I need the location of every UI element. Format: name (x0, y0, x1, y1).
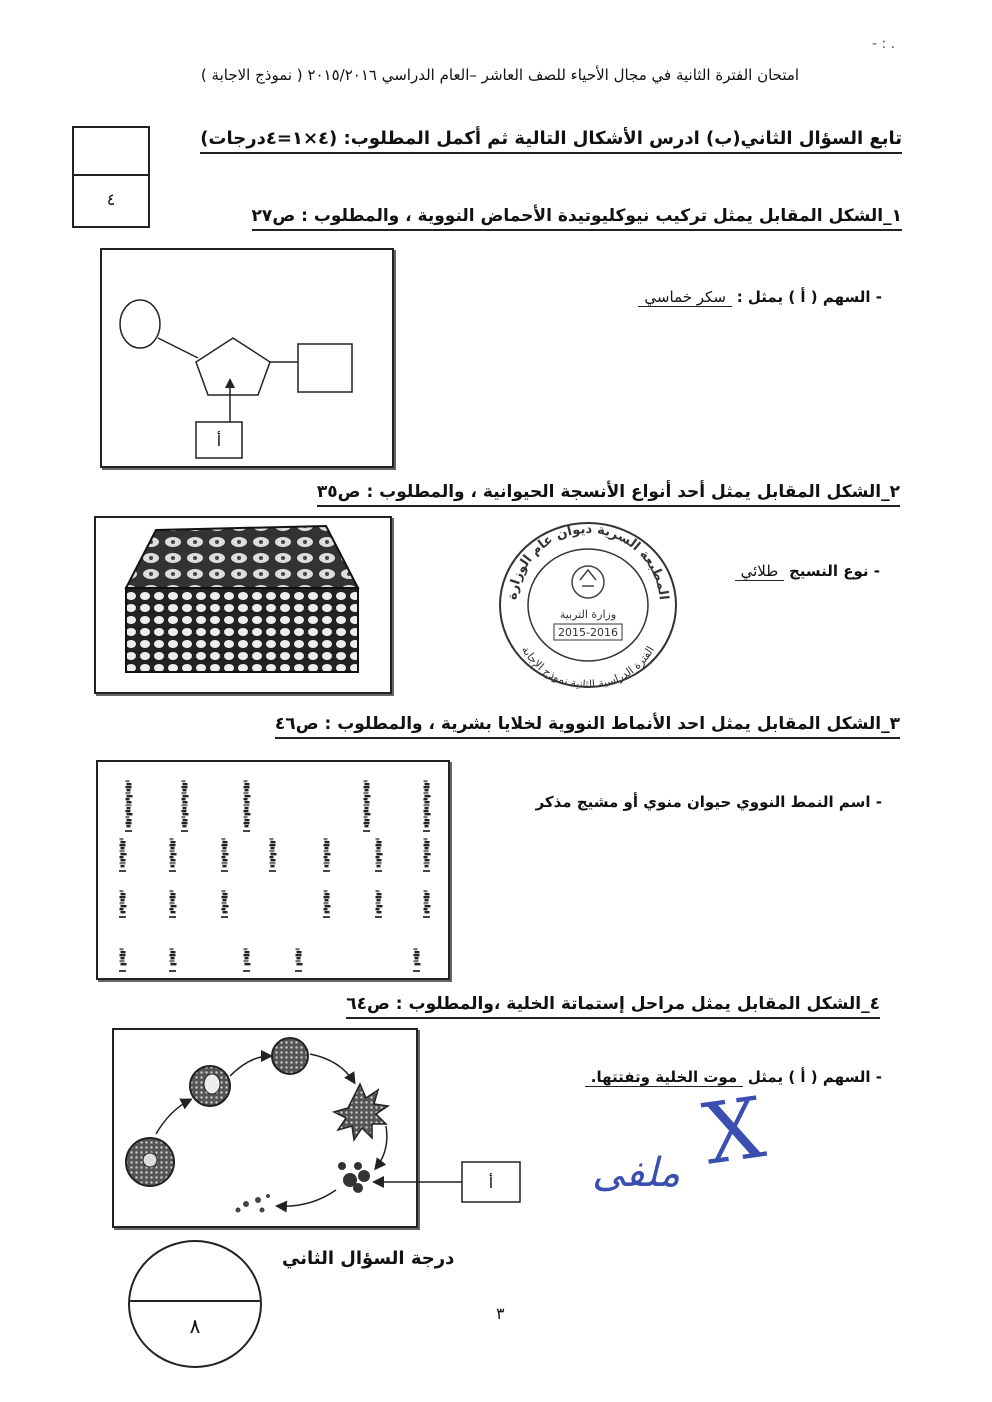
question-2-answer-value: طلائي (735, 562, 785, 581)
question-2-answer-label: - نوع النسيج (788, 562, 880, 580)
stamp-bottom-text: الفترة الدراسية الثانية نموذج الإجابة (518, 643, 658, 690)
chromosome (363, 780, 371, 832)
q4-arrow (370, 1160, 530, 1210)
phosphate-circle (120, 300, 160, 348)
chromosome (169, 948, 177, 972)
question-2-title: ٢_الشكل المقابل يمثل أحد أنواع الأنسجة الحيوانية ، والمطلوب : ص٣٥ (317, 482, 900, 507)
exam-header: امتحان الفترة الثانية في مجال الأحياء للصف العاشر –العام الدراسي ٢٠١٥/٢٠١٦ ( نموذج الاجابة ) (200, 66, 800, 84)
karyotype-figure (96, 760, 450, 980)
chromosome (375, 838, 383, 872)
chromosome (169, 890, 177, 918)
chromosome (169, 838, 177, 872)
handwritten-initials: ملفى (592, 1150, 681, 1196)
handwritten-x: X (697, 1078, 771, 1184)
fragments (236, 1194, 271, 1213)
total-score-label: درجة السؤال الثاني (282, 1248, 455, 1269)
chromosome (375, 890, 383, 918)
chromosome (243, 948, 251, 972)
question-3-answer-label: - اسم النمط النووي (736, 793, 882, 811)
question-4-title: ٤_الشكل المقابل يمثل مراحل إستماتة الخلية ،والمطلوب : ص٦٤ (346, 994, 880, 1019)
chromosome (423, 838, 431, 872)
stamp-year: 2015-2016 (558, 626, 618, 639)
chromosome (119, 948, 127, 972)
nucleotide-figure (100, 248, 394, 468)
score-box-value: ٤ (106, 190, 116, 209)
chromosome (323, 838, 331, 872)
q4-arrow-label: أ (488, 1174, 494, 1192)
apoptotic-bodies (338, 1162, 370, 1193)
circle-divider (130, 1300, 260, 1302)
section-title: تابع السؤال الثاني(ب) ادرس الأشكال التالية ثم أكمل المطلوب: (٤×١=٤درجات) (200, 128, 902, 154)
chromosome (413, 948, 421, 972)
total-score-circle (128, 1240, 262, 1368)
ministry-stamp (496, 520, 680, 690)
question-3-answer-value: حيوان منوي أو مشيج مذكر (535, 793, 732, 811)
question-4-answer-value: موت الخلية وتفتتها. (585, 1068, 743, 1087)
chromosome (323, 890, 331, 918)
base-square (298, 344, 352, 392)
score-box (72, 126, 150, 228)
question-1-answer-label: - السهم ( أ ) يمثل : (736, 288, 882, 306)
svg-text:الفترة الدراسية الثانية نموذج (519, 644, 657, 690)
chromosome (243, 780, 251, 832)
corner-marks: . : - (872, 36, 896, 52)
tissue-top-surface (126, 526, 358, 588)
page-number: ٣ (496, 1304, 505, 1323)
stamp-top-text: المطبعة السرية ديوان عام الوزارة (505, 521, 671, 601)
chromosome (221, 838, 229, 872)
question-3-title: ٣_الشكل المقابل يمثل احد الأنماط النووية لخلايا بشرية ، والمطلوب : ص٤٦ (275, 714, 900, 739)
question-2-answer (735, 562, 880, 580)
question-3-answer (536, 793, 882, 811)
question-1-answer (638, 288, 882, 306)
question-1-title: ١_الشكل المقابل يمثل تركيب نيوكليوتيدة الأحماض النووية ، والمطلوب : ص٢٧ (252, 206, 902, 231)
karyotype-chromosomes (98, 762, 448, 978)
score-box-top-cell (74, 128, 148, 176)
question-4-answer-label: - السهم ( أ ) يمثل (747, 1068, 882, 1086)
epithelial-tissue-drawing (96, 518, 390, 692)
chromosome (119, 838, 127, 872)
condensed-cell (272, 1038, 308, 1074)
chromosome (423, 780, 431, 832)
chromosome (269, 838, 277, 872)
bond-line-left (158, 338, 198, 358)
total-score-value: ٨ (189, 1314, 201, 1338)
chromosome (423, 890, 431, 918)
nucleotide-diagram (102, 250, 392, 466)
stamp-seal (496, 520, 680, 690)
arrow-a-label: أ (216, 432, 222, 450)
chromosome (221, 890, 229, 918)
blebbing-cell (334, 1084, 388, 1140)
epithelial-tissue-figure (94, 516, 392, 694)
chromosome (181, 780, 189, 832)
stamp-middle-text: وزارة التربية (559, 608, 617, 621)
chromosome (125, 780, 133, 832)
chromosome (295, 948, 303, 972)
question-1-answer-value: سكر خماسي (638, 288, 731, 307)
tissue-side-layers (126, 588, 358, 672)
chromosome (119, 890, 127, 918)
